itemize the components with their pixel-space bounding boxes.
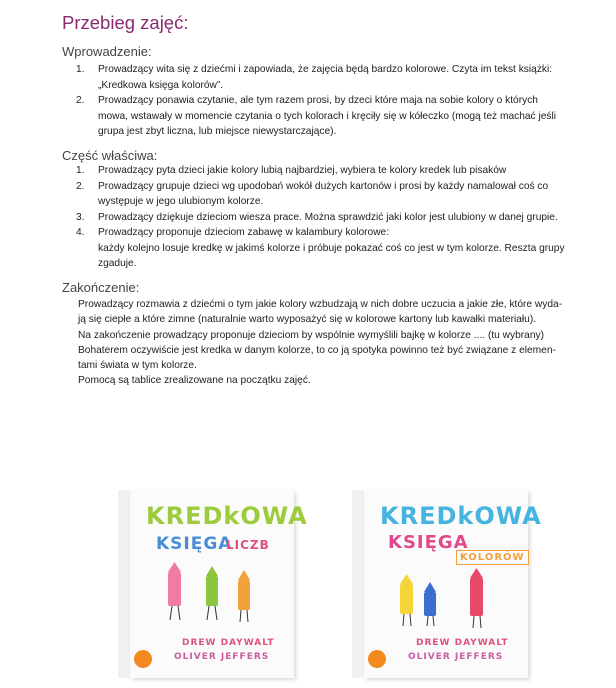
list-line: Prowadzący grupuje dzieci wg upodobań wokół dużych kartonów i prosi by każdy namalował coś co	[98, 180, 549, 192]
book-title-line-1: KREDkOWA	[146, 502, 308, 530]
book-author: DREW DAYWALT	[416, 638, 509, 648]
yellow-crayon	[400, 584, 413, 614]
list-number: 2.	[76, 180, 85, 192]
book-title-line-3: LICZB	[226, 538, 270, 552]
paragraph-line: ją się ciepłe a które zimne (naturalnie warto wyposażyć się w kolorowe kartony lub kawałki materiału).	[78, 314, 537, 326]
intro-heading: Wprowadzenie:	[62, 44, 152, 59]
book-title-line-2: KSIĘGA	[388, 532, 469, 553]
list-line: mowa, wstawały w momencie czytania o tych kolorach i kręciły się w kółeczko (mogą też machać jeśli	[98, 110, 557, 122]
list-line: grupa jest zbyt liczna, lub miejsce niewystarczające).	[98, 126, 337, 137]
book-spine	[118, 490, 130, 678]
list-line: Prowadzący proponuje dzieciom zabawę w kalambury kolorowe:	[98, 227, 390, 238]
blue-crayon-tip	[424, 582, 436, 592]
publisher-logo	[368, 650, 386, 668]
yellow-crayon-tip	[400, 574, 413, 584]
book-illustrator: OLIVER JEFFERS	[174, 652, 270, 662]
pink-crayon-tip	[168, 562, 181, 572]
pink-crayon	[168, 572, 181, 606]
list-line: Prowadzący wita się z dziećmi i zapowiada, że zajęcia będą bardzo kolorowe. Czyta im tekst książki:	[98, 64, 553, 75]
book-illustrator: OLIVER JEFFERS	[408, 652, 504, 662]
list-number: 1.	[76, 165, 85, 176]
list-number: 1.	[76, 64, 85, 75]
publisher-logo	[134, 650, 152, 668]
ending-paragraph	[78, 297, 578, 389]
green-crayon	[206, 576, 218, 606]
paragraph-line: Bohaterem oczywiście jest kredka w danym kolorze, to co ją spotyka powinno też być związane z elemen-	[78, 344, 556, 356]
list-item	[76, 225, 616, 272]
list-line: występuje w jego ulubionym kolorze.	[98, 196, 264, 207]
red-crayon-tip	[470, 568, 483, 578]
list-line: Prowadzący dziękuje dzieciom wiesza prace. Można sprawdzić jaki kolor jest ulubiony w danej grupie.	[98, 211, 558, 223]
list-line: Prowadzący pyta dzieci jakie kolory lubią najbardziej, wybiera te kolory kredek lub pisaków	[98, 165, 507, 176]
green-crayon-tip	[206, 566, 218, 576]
red-crayon	[470, 578, 483, 616]
list-item	[76, 163, 616, 179]
book-cover-liczb	[118, 490, 308, 680]
book-author: DREW DAYWALT	[182, 638, 275, 648]
book-title-line-2: KSIĘGA	[156, 534, 233, 554]
list-number: 4.	[76, 227, 85, 238]
ending-heading: Zakończenie:	[62, 280, 140, 295]
list-item	[76, 62, 616, 93]
list-number: 2.	[76, 95, 85, 106]
book-cover-kolorow	[352, 490, 542, 680]
list-line: każdy kolejno losuje kredkę w jakimś kolorze i próbuje pokazać coś co jest w tym kolorze. Reszta grupy	[98, 242, 565, 254]
list-line: zgaduje.	[98, 258, 137, 269]
orange-crayon	[238, 580, 250, 610]
main-heading: Część właściwa:	[62, 148, 158, 163]
list-line: Prowadzący ponawia czytanie, ale tym razem prosi, by dzeci które maja na sobie kolory o których	[98, 95, 538, 106]
crayons-illustration	[392, 568, 502, 630]
list-item	[76, 93, 616, 140]
list-item	[76, 210, 616, 226]
orange-crayon-tip	[238, 570, 250, 580]
paragraph-line: tami świata w tym kolorze.	[78, 360, 197, 372]
page-title: Przebieg zajęć:	[62, 12, 189, 33]
book-spine	[352, 490, 364, 678]
book-title-line-3: KOLORÓW	[456, 550, 529, 565]
intro-list	[76, 62, 616, 140]
paragraph-line: Pomocą są tablice zrealizowane na początku zajęć.	[78, 375, 311, 387]
crayons-illustration	[158, 558, 268, 626]
book-title-line-1: KREDkOWA	[380, 502, 542, 530]
main-list	[76, 163, 616, 272]
list-line: „Kredkowa księga kolorów”.	[98, 79, 224, 91]
paragraph-line: Na zakończenie prowadzący proponuje dzieciom by wspólnie wymyślili bajkę w kolorze .... (tu wybrany)	[78, 329, 544, 341]
list-item	[76, 179, 616, 210]
paragraph-line: Prowadzący rozmawia z dziećmi o tym jakie kolory wzbudzają w nich dobre uczucia a jakie złe, które wyda-	[78, 299, 563, 310]
blue-crayon	[424, 592, 436, 616]
list-number: 3.	[76, 211, 85, 223]
